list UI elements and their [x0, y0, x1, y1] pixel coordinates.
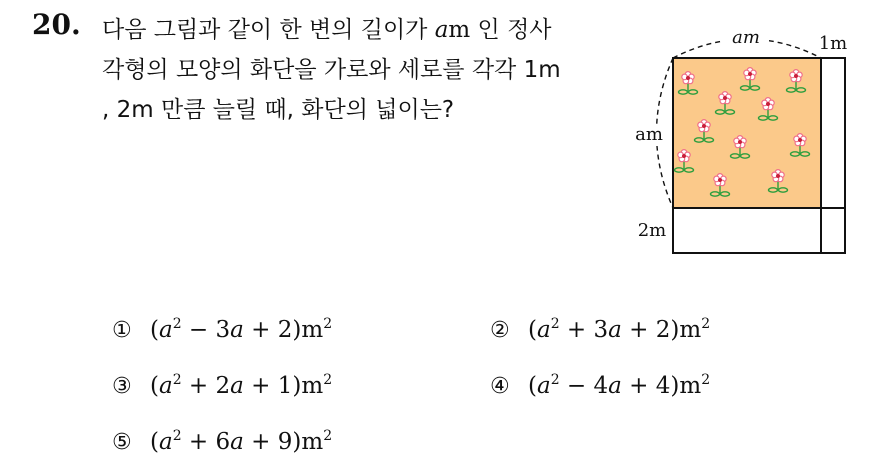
choice-mark: ③: [112, 374, 132, 399]
choice-mark: ②: [490, 318, 510, 343]
stem-text: 인 정사: [470, 17, 552, 43]
stem-line-3: , 2m 만큼 늘릴 때, 화단의 넓이는?: [102, 97, 455, 123]
side-length: am: [434, 17, 471, 43]
label-extra-width: 1m: [818, 33, 848, 54]
stem-text: 다음 그림과 같이 한 변의 길이가: [102, 17, 435, 43]
answer-choices: [112, 310, 852, 460]
choice-mark: ①: [112, 318, 132, 343]
flowerbed-figure: [620, 20, 860, 265]
choice-4[interactable]: [490, 366, 710, 406]
choice-mark: ⑤: [112, 430, 132, 455]
choice-3[interactable]: [112, 366, 332, 406]
choice-mark: ④: [490, 374, 510, 399]
choice-expression: $(a^2 - 4a + 4)m^2$: [528, 372, 711, 399]
question-stem: [102, 10, 622, 130]
choice-expression: $(a^2 - 3a + 2)m^2$: [150, 316, 333, 343]
choice-1[interactable]: [112, 310, 332, 350]
label-side: [628, 124, 670, 146]
choice-expression: $(a^2 + 6a + 9)m^2$: [150, 428, 333, 455]
label-top: [723, 27, 769, 48]
stem-line-1: [102, 10, 622, 50]
svg-text:am: am: [732, 27, 760, 48]
choice-5[interactable]: [112, 422, 332, 462]
question-number: 20.: [32, 8, 81, 41]
svg-text:am: am: [635, 124, 663, 145]
choice-2[interactable]: [490, 310, 710, 350]
choice-expression: $(a^2 + 3a + 2)m^2$: [528, 316, 711, 343]
stem-line-2: 각형의 모양의 화단을 가로와 세로를 각각 1m: [102, 57, 561, 83]
label-extra-height: 2m: [637, 220, 667, 241]
choice-expression: $(a^2 + 2a + 1)m^2$: [150, 372, 333, 399]
